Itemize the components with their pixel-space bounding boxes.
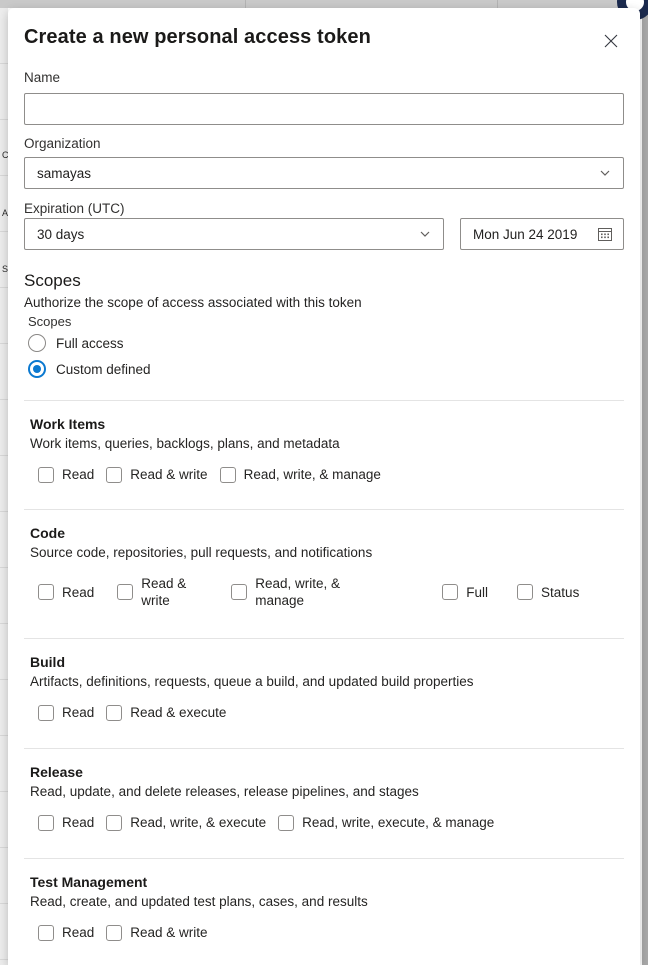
scopes-heading: Scopes — [24, 271, 81, 290]
checkbox-row — [24, 575, 624, 609]
vertical-scrollbar[interactable] — [642, 8, 648, 965]
checkbox-icon[interactable] — [117, 584, 133, 600]
name-label: Name — [24, 70, 61, 85]
checkbox-icon[interactable] — [38, 467, 54, 483]
checkbox-icon[interactable] — [278, 815, 294, 831]
section-build — [24, 638, 624, 748]
checkbox-row — [24, 466, 624, 483]
checkbox-icon[interactable] — [517, 584, 533, 600]
radio-label: Custom defined — [56, 361, 151, 377]
chevron-down-icon — [419, 228, 431, 240]
radio-full-access[interactable] — [24, 334, 624, 352]
checkbox-label: Read, write, & manage — [255, 576, 341, 608]
checkbox-label: Read, write, & execute — [130, 815, 267, 830]
background-page-top-strip — [0, 0, 648, 8]
checkbox-option[interactable] — [38, 466, 94, 483]
section-title: Work Items — [30, 416, 106, 432]
section-title: Code — [30, 525, 65, 541]
section-title: Test Management — [30, 874, 148, 890]
checkbox-option[interactable] — [106, 814, 266, 831]
background-divider — [245, 0, 246, 8]
checkbox-label: Read, write, & manage — [243, 467, 381, 482]
section-title: Release — [30, 764, 83, 780]
section-work-items — [24, 400, 624, 509]
checkbox-label: Read, write, execute, & manage — [302, 815, 495, 830]
create-pat-dialog — [8, 8, 640, 965]
organization-select[interactable] — [24, 157, 624, 189]
expiration-row — [24, 218, 624, 250]
background-text-fragment: A — [2, 208, 8, 218]
section-test-management — [24, 858, 624, 965]
background-divider — [497, 0, 498, 8]
section-release — [24, 748, 624, 858]
background-text-fragment: S — [2, 264, 8, 274]
checkbox-label: Read & write — [130, 467, 208, 482]
expiration-date-field[interactable] — [460, 218, 624, 250]
checkbox-option[interactable] — [38, 584, 94, 601]
checkbox-icon[interactable] — [38, 925, 54, 941]
checkbox-option[interactable] — [106, 924, 207, 941]
checkbox-label: Read & write — [141, 576, 187, 608]
calendar-icon[interactable] — [597, 226, 613, 242]
checkbox-icon[interactable] — [106, 925, 122, 941]
checkbox-icon[interactable] — [38, 584, 54, 600]
checkbox-option[interactable] — [278, 814, 494, 831]
checkbox-row — [24, 814, 624, 831]
radio-custom-defined[interactable] — [24, 360, 624, 378]
checkbox-icon[interactable] — [106, 705, 122, 721]
checkbox-row — [24, 924, 624, 941]
chevron-down-icon — [599, 167, 611, 179]
scope-sections — [24, 400, 624, 965]
expiration-label: Expiration (UTC) — [24, 201, 125, 216]
checkbox-icon[interactable] — [38, 705, 54, 721]
section-description: Read, update, and delete releases, release pipelines, and stages — [30, 784, 419, 799]
scopes-description: Authorize the scope of access associated with this token — [24, 295, 362, 310]
checkbox-label: Read & execute — [130, 705, 227, 720]
checkbox-label: Status — [541, 584, 580, 600]
section-code — [24, 509, 624, 638]
checkbox-icon[interactable] — [442, 584, 458, 600]
checkbox-option[interactable] — [38, 924, 94, 941]
checkbox-icon[interactable] — [106, 467, 122, 483]
checkbox-label: Read & write — [130, 925, 208, 940]
scopes-group-label: Scopes — [28, 314, 72, 329]
expiration-duration-select[interactable] — [24, 218, 444, 250]
checkbox-label: Read — [62, 925, 95, 940]
checkbox-icon[interactable] — [106, 815, 122, 831]
section-title: Build — [30, 654, 65, 670]
organization-label: Organization — [24, 136, 101, 151]
section-description: Source code, repositories, pull requests, and notifications — [30, 545, 373, 560]
checkbox-option[interactable] — [38, 704, 94, 721]
checkbox-label: Read — [62, 584, 95, 600]
background-page-left-strip — [0, 8, 8, 965]
checkbox-label: Read — [62, 705, 95, 720]
radio-circle-icon[interactable] — [28, 334, 46, 352]
checkbox-icon[interactable] — [231, 584, 247, 600]
checkbox-label: Read — [62, 467, 95, 482]
background-text-fragment: C — [2, 150, 8, 160]
checkbox-option[interactable] — [220, 466, 381, 483]
organization-value: samayas — [37, 165, 92, 181]
close-button[interactable] — [600, 30, 622, 52]
checkbox-option[interactable] — [517, 584, 579, 601]
checkbox-label: Read — [62, 815, 95, 830]
checkbox-option[interactable] — [38, 814, 94, 831]
section-description: Work items, queries, backlogs, plans, and metadata — [30, 436, 340, 451]
radio-selected-icon[interactable] — [28, 360, 46, 378]
section-description: Artifacts, definitions, requests, queue a build, and updated build properties — [30, 674, 474, 689]
radio-label: Full access — [56, 335, 124, 351]
expiration-date-value: Mon Jun 24 2019 — [473, 226, 578, 242]
checkbox-option[interactable] — [106, 704, 226, 721]
checkbox-row — [24, 704, 624, 721]
checkbox-option[interactable] — [106, 466, 207, 483]
section-description: Read, create, and updated test plans, cases, and results — [30, 894, 368, 909]
checkbox-option[interactable] — [117, 575, 199, 609]
dialog-title: Create a new personal access token — [24, 26, 371, 48]
close-icon — [603, 33, 619, 49]
checkbox-label: Full — [466, 584, 489, 600]
checkbox-option[interactable] — [231, 575, 357, 609]
checkbox-icon[interactable] — [220, 467, 236, 483]
name-input[interactable] — [24, 93, 624, 125]
checkbox-icon[interactable] — [38, 815, 54, 831]
checkbox-option[interactable] — [442, 584, 488, 601]
expiration-duration-value: 30 days — [37, 226, 85, 242]
